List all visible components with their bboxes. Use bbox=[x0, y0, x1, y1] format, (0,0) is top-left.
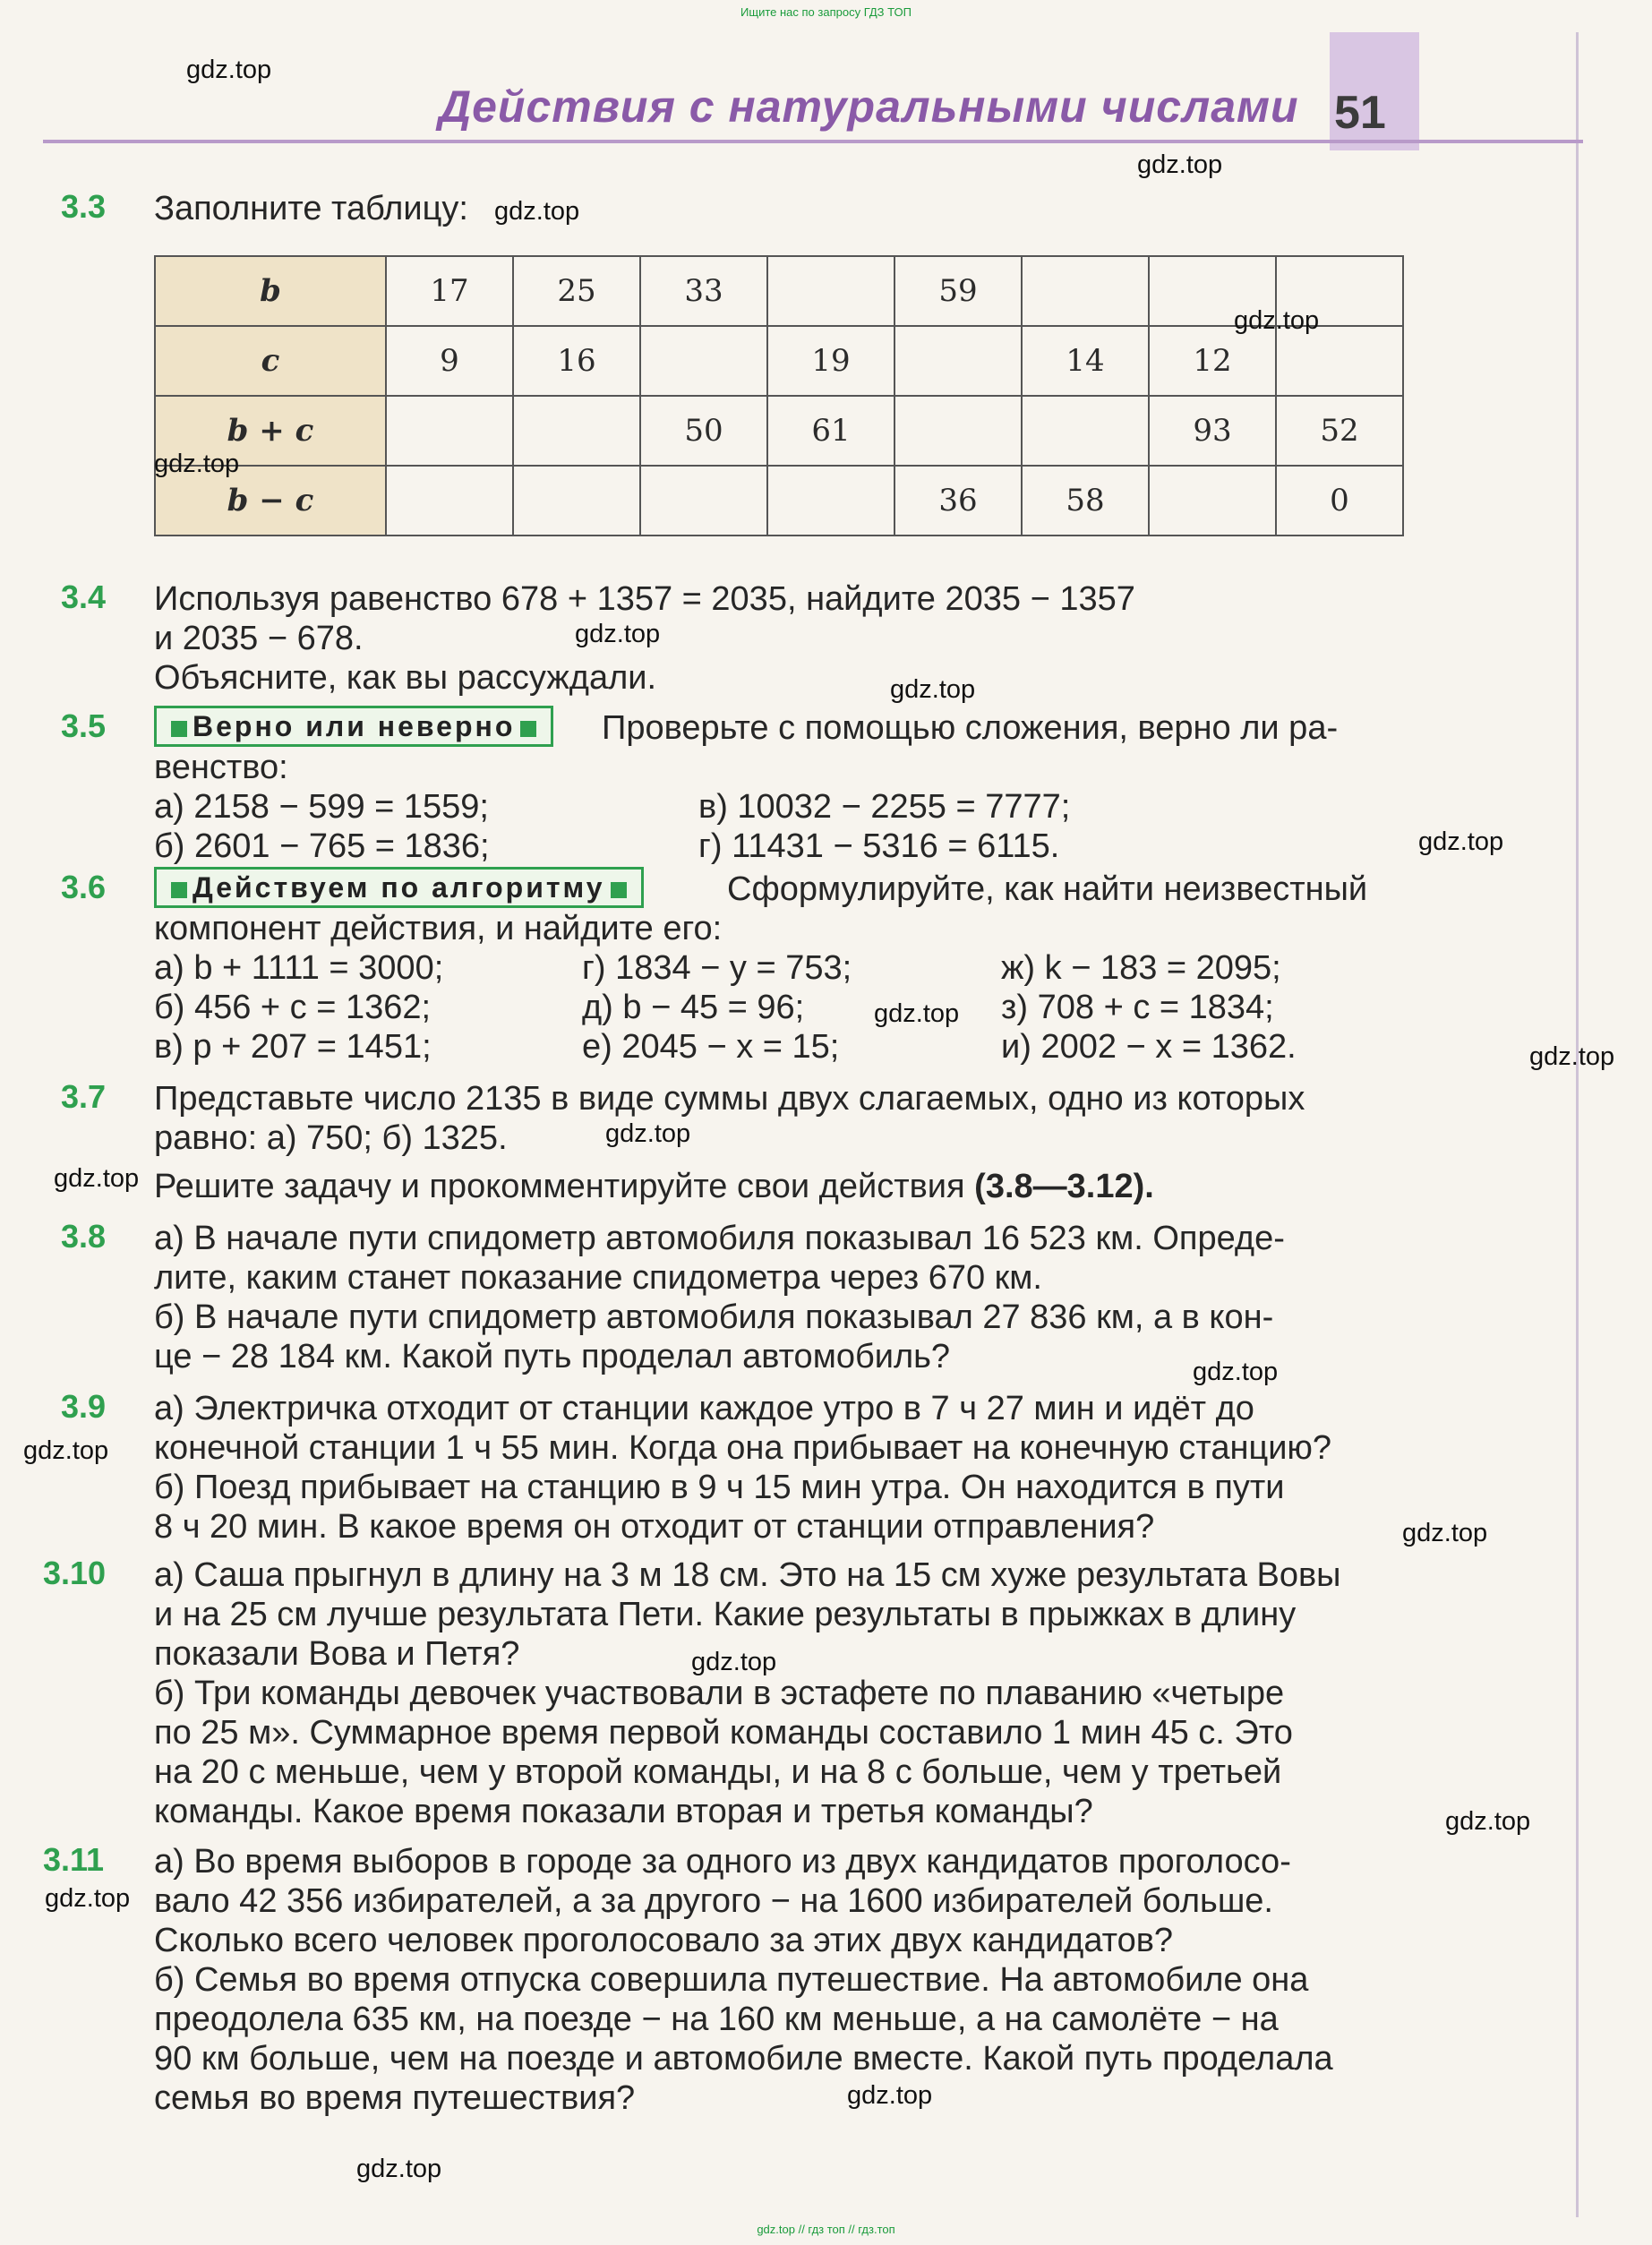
equation-item: а) 2158 − 599 = 1559; bbox=[154, 788, 489, 826]
watermark-label: gdz.top bbox=[890, 675, 976, 704]
table-cell bbox=[640, 466, 767, 536]
table-cell bbox=[513, 466, 640, 536]
equation-item: и) 2002 − x = 1362. bbox=[1001, 1028, 1297, 1066]
exercise-text: а) В начале пути спидометр автомобиля показывал 16 523 км. Опреде- bbox=[154, 1220, 1285, 1257]
equation-item: в) 10032 − 2255 = 7777; bbox=[698, 788, 1071, 826]
exercise-text: це − 28 184 км. Какой путь проделал автомобиль? bbox=[154, 1338, 951, 1375]
exercise-number: 3.5 bbox=[61, 707, 107, 744]
row-label: b + c bbox=[155, 396, 386, 466]
equation-item: е) 2045 − x = 15; bbox=[582, 1028, 840, 1066]
exercise-number: 3.8 bbox=[61, 1218, 107, 1255]
table-cell bbox=[1276, 326, 1403, 396]
exercise-number: 3.6 bbox=[61, 869, 107, 905]
table-cell: 14 bbox=[1022, 326, 1149, 396]
table-cell: 36 bbox=[894, 466, 1022, 536]
exercise-text: лите, каким станет показание спидометра через 670 км. bbox=[154, 1259, 1042, 1297]
table-row bbox=[155, 326, 1403, 396]
table-cell bbox=[1022, 396, 1149, 466]
watermark-label: gdz.top bbox=[356, 2155, 442, 2183]
intro-reference: (3.8—3.12). bbox=[974, 1168, 1154, 1205]
exercise-text: показали Вова и Петя? bbox=[154, 1635, 520, 1673]
table-row bbox=[155, 466, 1403, 536]
table-cell: 50 bbox=[640, 396, 767, 466]
equation-item: б) 2601 − 765 = 1836; bbox=[154, 827, 490, 865]
row-label: c bbox=[155, 326, 386, 396]
exercise-text: равно: а) 750; б) 1325. bbox=[154, 1119, 508, 1157]
equation-item: в) p + 207 = 1451; bbox=[154, 1028, 432, 1066]
section-intro bbox=[154, 1168, 1154, 1206]
watermark-label: gdz.top bbox=[54, 1164, 140, 1193]
exercise-text: преодолела 635 км, на поезде − на 160 км меньше, а на самолёте − на bbox=[154, 2001, 1279, 2038]
watermark-label: gdz.top bbox=[154, 450, 240, 478]
exercise-text: а) Саша прыгнул в длину на 3 м 18 см. Это на 15 см хуже результата Вовы bbox=[154, 1556, 1341, 1594]
running-title: Действия с натуральными числами bbox=[439, 81, 1299, 132]
header-divider bbox=[43, 140, 1583, 143]
equation-item: д) b − 45 = 96; bbox=[582, 989, 805, 1026]
table-cell: 93 bbox=[1149, 396, 1276, 466]
watermark-label: gdz.top bbox=[691, 1648, 777, 1676]
table-cell: 61 bbox=[767, 396, 894, 466]
exercise-text: Используя равенство 678 + 1357 = 2035, найдите 2035 − 1357 bbox=[154, 580, 1135, 618]
table-cell bbox=[386, 396, 513, 466]
watermark-label: gdz.top bbox=[1402, 1519, 1488, 1547]
exercise-text: по 25 м». Суммарное время первой команды составило 1 мин 45 с. Это bbox=[154, 1714, 1293, 1752]
table-cell: 0 bbox=[1276, 466, 1403, 536]
exercise-text: венство: bbox=[154, 749, 288, 786]
table-cell bbox=[894, 326, 1022, 396]
algorithm-badge bbox=[154, 867, 644, 908]
exercise-text: б) Семья во время отпуска совершила путешествие. На автомобиле она bbox=[154, 1961, 1309, 1999]
exercise-number: 3.4 bbox=[61, 578, 107, 615]
exercise-number: 3.10 bbox=[43, 1555, 107, 1591]
exercise-text: команды. Какое время показали вторая и третья команды? bbox=[154, 1793, 1093, 1830]
watermark-label: gdz.top bbox=[605, 1119, 691, 1148]
exercise-text: и 2035 − 678. bbox=[154, 620, 364, 657]
exercise-text: и на 25 см лучше результата Пети. Какие результаты в прыжках в длину bbox=[154, 1596, 1297, 1633]
table-cell bbox=[1149, 466, 1276, 536]
exercise-text: Сколько всего человек проголосовало за этих двух кандидатов? bbox=[154, 1922, 1174, 1959]
exercise-text: Проверьте с помощью сложения, верно ли ра- bbox=[602, 709, 1339, 747]
exercise-text: а) Электричка отходит от станции каждое утро в 7 ч 27 мин и идёт до bbox=[154, 1390, 1254, 1427]
exercise-text: б) Поезд прибывает на станцию в 9 ч 15 мин утра. Он находится в пути bbox=[154, 1469, 1285, 1506]
equation-item: ж) k − 183 = 2095; bbox=[1001, 949, 1281, 987]
equation-item: г) 1834 − y = 753; bbox=[582, 949, 852, 987]
intro-text: Решите задачу и прокомментируйте свои действия bbox=[154, 1168, 965, 1205]
watermark-label: gdz.top bbox=[1445, 1807, 1531, 1836]
table-row bbox=[155, 396, 1403, 466]
watermark-label: gdz.top bbox=[575, 620, 661, 648]
table-cell: 59 bbox=[894, 256, 1022, 326]
exercise-text: б) В начале пути спидометр автомобиля показывал 27 836 км, а в кон- bbox=[154, 1298, 1274, 1336]
true-false-badge bbox=[154, 706, 553, 747]
exercise-text: конечной станции 1 ч 55 мин. Когда она прибывает на конечную станцию? bbox=[154, 1429, 1332, 1467]
table-cell: 33 bbox=[640, 256, 767, 326]
bottom-watermark-note: gdz.top // гдз топ // гдз.топ bbox=[757, 2223, 895, 2236]
exercise-text: семья во время путешествия? bbox=[154, 2079, 636, 2117]
exercise-text: компонент действия, и найдите его: bbox=[154, 910, 723, 947]
table-cell bbox=[386, 466, 513, 536]
table-cell: 58 bbox=[1022, 466, 1149, 536]
watermark-label: gdz.top bbox=[45, 1884, 131, 1913]
table-cell bbox=[767, 256, 894, 326]
exercise-number: 3.9 bbox=[61, 1388, 107, 1425]
equation-item: б) 456 + c = 1362; bbox=[154, 989, 432, 1026]
exercise-number: 3.7 bbox=[61, 1078, 107, 1115]
exercise-text: вало 42 356 избирателей, а за другого − на 1600 избирателей больше. bbox=[154, 1882, 1273, 1920]
exercise-number: 3.11 bbox=[43, 1841, 105, 1878]
table-cell bbox=[640, 326, 767, 396]
table-cell bbox=[767, 466, 894, 536]
badge-label: Верно или неверно bbox=[193, 710, 516, 742]
exercise-text: Представьте число 2135 в виде суммы двух слагаемых, одно из которых bbox=[154, 1080, 1305, 1118]
equation-item: а) b + 1111 = 3000; bbox=[154, 949, 444, 987]
equation-item: з) 708 + c = 1834; bbox=[1001, 989, 1274, 1026]
exercise-text: на 20 с меньше, чем у второй команды, и на 8 с больше, чем у третьей bbox=[154, 1753, 1282, 1791]
exercise-text: Объясните, как вы рассуждали. bbox=[154, 659, 657, 697]
table-cell: 25 bbox=[513, 256, 640, 326]
watermark-label: gdz.top bbox=[1137, 150, 1223, 179]
fill-table bbox=[154, 255, 1404, 536]
exercise-text: б) Три команды девочек участвовали в эстафете по плаванию «четыре bbox=[154, 1675, 1285, 1712]
badge-label: Действуем по алгоритму bbox=[193, 871, 605, 904]
table-cell bbox=[1022, 256, 1149, 326]
page-edge-bar bbox=[1576, 32, 1579, 2217]
table-cell: 9 bbox=[386, 326, 513, 396]
watermark-label: gdz.top bbox=[494, 197, 580, 226]
watermark-label: gdz.top bbox=[1529, 1042, 1615, 1071]
table-cell bbox=[513, 396, 640, 466]
exercise-text: а) Во время выборов в городе за одного из двух кандидатов проголосо- bbox=[154, 1843, 1291, 1881]
watermark-label: gdz.top bbox=[23, 1436, 109, 1465]
watermark-label: gdz.top bbox=[1193, 1358, 1279, 1386]
table-cell: 52 bbox=[1276, 396, 1403, 466]
equation-item: г) 11431 − 5316 = 6115. bbox=[698, 827, 1060, 865]
watermark-label: gdz.top bbox=[847, 2081, 933, 2110]
table-cell bbox=[894, 396, 1022, 466]
table-cell: 17 bbox=[386, 256, 513, 326]
row-label: b bbox=[155, 256, 386, 326]
page-number: 51 bbox=[1334, 87, 1386, 139]
exercise-text: 8 ч 20 мин. В какое время он отходит от станции отправления? bbox=[154, 1508, 1155, 1546]
watermark-label: gdz.top bbox=[1418, 827, 1504, 856]
table-cell: 12 bbox=[1149, 326, 1276, 396]
row-label: b − c bbox=[155, 466, 386, 536]
exercise-number: 3.3 bbox=[61, 188, 107, 225]
watermark-label: gdz.top bbox=[874, 999, 960, 1028]
watermark-label: gdz.top bbox=[1234, 306, 1320, 335]
exercise-text: 90 км больше, чем на поезде и автомобиле вместе. Какой путь проделала bbox=[154, 2040, 1333, 2078]
table-row bbox=[155, 256, 1403, 326]
table-cell: 19 bbox=[767, 326, 894, 396]
top-watermark-note: Ищите нас по запросу ГДЗ ТОП bbox=[740, 5, 912, 19]
table-cell: 16 bbox=[513, 326, 640, 396]
watermark-label: gdz.top bbox=[186, 56, 272, 84]
exercise-text: Сформулируйте, как найти неизвестный bbox=[727, 870, 1368, 908]
exercise-text: Заполните таблицу: bbox=[154, 190, 468, 227]
